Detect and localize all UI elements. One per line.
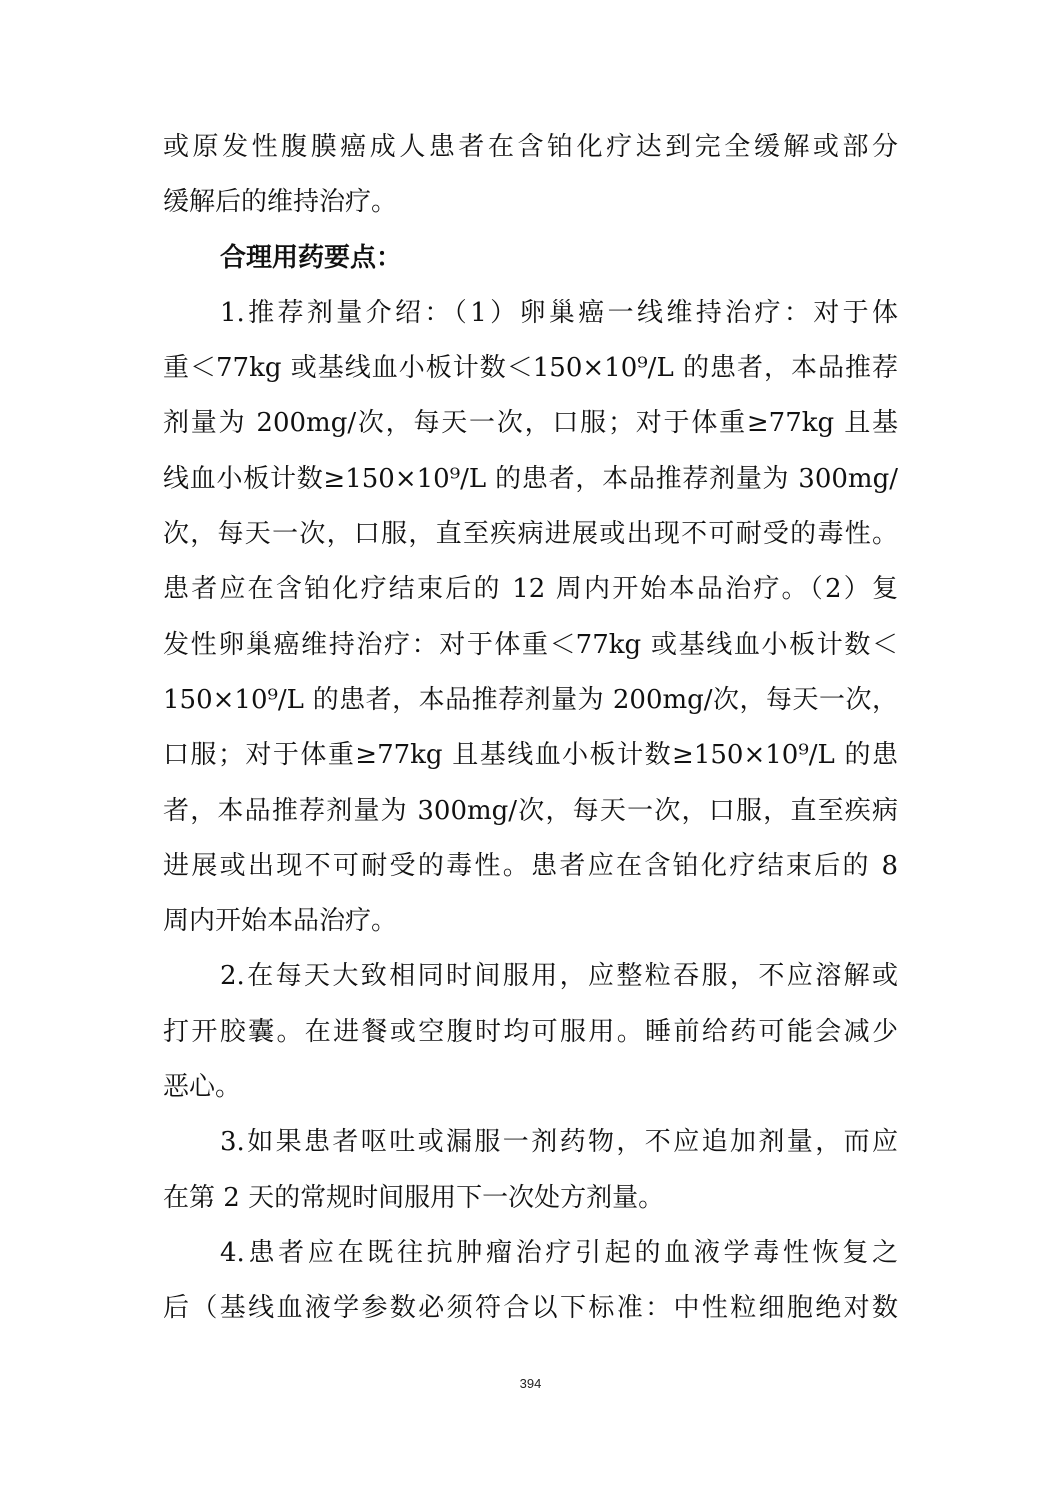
item-3-paragraph [163,1115,898,1226]
paragraph-line: 4.患者应在既往抗肿瘤治疗引起的血液学毒性恢复之 [220,1237,898,1268]
paragraph-line: 患者应在含铂化疗结束后的 12 周内开始本品治疗。（2）复 [163,574,898,605]
paragraph-line: 3.如果患者呕吐或漏服一剂药物，不应追加剂量，而应 [220,1127,898,1158]
paragraph-line: 剂量为 200mg/次，每天一次，口服；对于体重≥77kg 且基 [163,408,898,439]
paragraph-line: 次，每天一次，口服，直至疾病进展或出现不可耐受的毒性。 [163,519,898,550]
item-2-paragraph [163,949,898,1115]
page-number: 394 [519,1376,542,1391]
paragraph-line: 发性卵巢癌维持治疗：对于体重＜77kg 或基线血小板计数＜ [163,629,898,660]
item-4-paragraph [163,1226,898,1337]
paragraph-line: 进展或出现不可耐受的毒性。患者应在含铂化疗结束后的 8 [163,850,898,881]
continuation-line: 缓解后的维持治疗。 [163,187,398,218]
paragraph-line: 口服；对于体重≥77kg 且基线血小板计数≥150×10⁹/L 的患 [163,740,898,771]
paragraph-line: 150×10⁹/L 的患者，本品推荐剂量为 200mg/次，每天一次， [163,684,898,715]
paragraph-line: 2.在每天大致相同时间服用，应整粒吞服，不应溶解或 [220,961,898,992]
paragraph-line: 恶心。 [163,1072,242,1103]
continuation-line: 或原发性腹膜癌成人患者在含铂化疗达到完全缓解或部分 [163,132,898,162]
body-text [163,120,898,1337]
paragraph-line: 者，本品推荐剂量为 300mg/次，每天一次，口服，直至疾病 [163,795,898,826]
paragraph-line: 1.推荐剂量介绍：（1）卵巢癌一线维持治疗：对于体 [220,297,898,328]
paragraph-line: 线血小板计数≥150×10⁹/L 的患者，本品推荐剂量为 300mg/ [163,463,898,494]
paragraph-line: 在第 2 天的常规时间服用下一次处方剂量。 [163,1182,665,1213]
paragraph-line: 打开胶囊。在进餐或空腹时均可服用。睡前给药可能会减少 [163,1016,898,1047]
paragraph-line: 后（基线血液学参数必须符合以下标准：中性粒细胞绝对数 [163,1293,898,1324]
item-1-paragraph [163,286,898,950]
paragraph-line: 周内开始本品治疗。 [163,906,398,937]
paragraph-line: 重＜77kg 或基线血小板计数＜150×10⁹/L 的患者，本品推荐 [163,353,898,384]
section-heading: 合理用药要点： [220,242,403,273]
